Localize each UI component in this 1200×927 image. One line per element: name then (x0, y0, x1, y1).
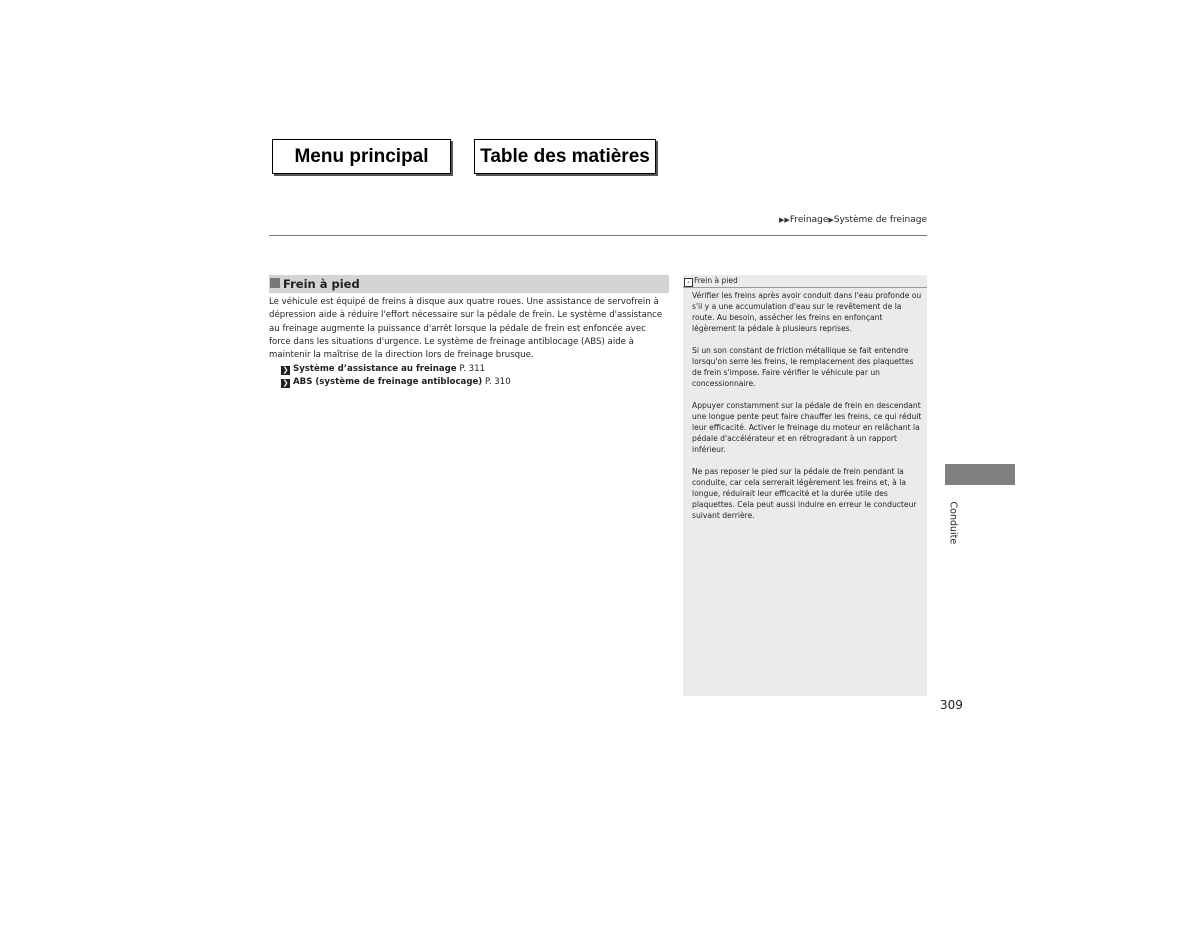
table-des-matieres-button[interactable]: Table des matières (474, 139, 656, 174)
page-number: 309 (940, 698, 963, 712)
xref-page: P. 311 (459, 364, 486, 374)
side-note-title: Frein à pied (694, 276, 738, 285)
chapter-tab[interactable] (945, 464, 1015, 485)
xref-arrow-icon: ❯ (282, 379, 289, 387)
xref-arrow-icon: ❯ (282, 366, 289, 374)
breadcrumb-level1[interactable]: Freinage (789, 215, 829, 225)
note-icon: › (684, 278, 693, 287)
side-note-paragraph: Appuyer constamment sur la pédale de frein en descendant une longue pente peut faire chauffer les freins, ce qui réduit leur efficacité. Activer le freinage du moteur en relâchant la pédale d'accélérateur et en rétrogradant à un rapport inférieur. (692, 401, 922, 454)
chapter-label: Conduite (947, 501, 959, 545)
breadcrumb-level2[interactable]: Système de freinage (833, 215, 927, 225)
header-divider (269, 235, 927, 236)
side-note-paragraph: Vérifier les freins après avoir conduit dans l'eau profonde ou s'il y a une accumulation d'eau sur le revêtement de la route. Au besoin, assécher les freins en enfonçant légèrement la pédale à plusieurs reprises. (692, 291, 922, 333)
side-note-paragraph: Ne pas reposer le pied sur la pédale de frein pendant la conduite, car cela serrerait légèrement les freins et, à la longue, réduirait leur efficacité et la durée utile des plaquettes. Cela peut aussi induire en erreur le conducteur suivant derrière. (692, 467, 917, 520)
breadcrumb (779, 215, 927, 225)
section-header (269, 275, 669, 293)
xref-page: P. 310 (484, 377, 511, 387)
section-body: Le véhicule est équipé de freins à disque aux quatre roues. Une assistance de servofrein à dépression aide à réduire l'effort nécessaire sur la pédale de frein. Le système d'assistance au freinage augmente la puissance d'arrêt lorsque la pédale de frein est enfoncée avec force dans les situations d'urgence. Le système de freinage antiblocage (ABS) aide à maintenir la maîtrise de la direction lors de freinage brusque. (269, 297, 663, 361)
xref-link-brake-assist[interactable] (281, 363, 485, 376)
section-square-icon (270, 278, 280, 288)
side-note-panel (683, 275, 927, 696)
xref-link-abs[interactable] (281, 376, 511, 389)
breadcrumb-separator-icon: ▶ (828, 216, 834, 224)
section-title: Frein à pied (283, 277, 360, 291)
side-note-header (683, 275, 927, 288)
xref-label: Système d’assistance au freinage (293, 364, 457, 374)
breadcrumb-arrow-icon: ▶▶ (779, 216, 790, 224)
side-note-paragraph: Si un son constant de friction métallique se fait entendre lorsqu'on serre les freins, le remplacement des plaquettes de frein s'impose. Faire vérifier le véhicule par un concessionnaire. (692, 346, 914, 388)
xref-label: ABS (système de freinage antiblocage) (293, 377, 483, 387)
menu-principal-button[interactable]: Menu principal (272, 139, 451, 174)
